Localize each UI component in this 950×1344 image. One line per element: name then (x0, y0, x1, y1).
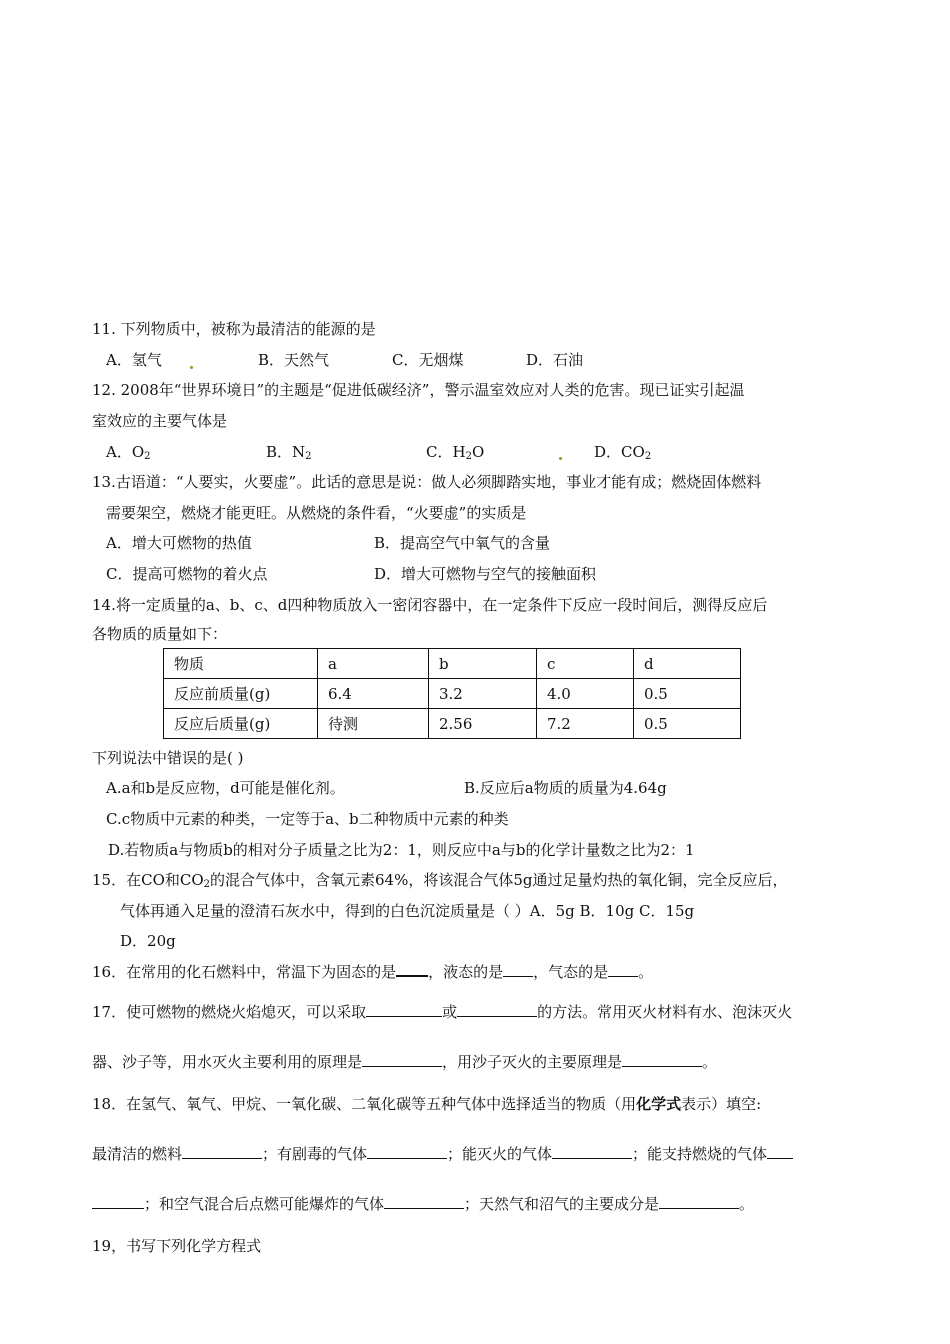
table-cell: c (537, 649, 634, 679)
q12-option-c: C．$H_2O$ (426, 443, 485, 462)
table-cell: 2.56 (429, 709, 537, 739)
table-cell: 反应后质量(g) (164, 709, 318, 739)
q13-stem-line1: 13.古语道：“人要实，火要虚”。此话的意思是说：做人必须脚踏实地，事业才能有成；燃烧固体燃料 (92, 473, 762, 491)
q14-option-c: C.c物质中元素的种类，一定等于a、b二种物质中元素的种类 (106, 810, 509, 828)
table-cell: 6.4 (318, 679, 429, 709)
table-cell: 物质 (164, 649, 318, 679)
answer-blank[interactable] (552, 1144, 632, 1159)
q15-line3: D．20g (120, 932, 176, 950)
table-cell: b (429, 649, 537, 679)
table-cell: a (318, 649, 429, 679)
mark-dot (190, 366, 193, 369)
q18-line3: ；和空气混合后点燃可能爆炸的气体 ；天然气和沼气的主要成分是 。 (92, 1194, 754, 1214)
mass-table (163, 648, 741, 739)
table-row (164, 649, 741, 679)
q14-option-a: A.a和b是反应物，d可能是催化剂。 (106, 779, 345, 797)
q16-line: 16．在常用的化石燃料中，常温下为固态的是 ，液态的是 ，气态的是 。 (92, 963, 654, 981)
mark-dot (559, 457, 562, 460)
table-cell: 4.0 (537, 679, 634, 709)
q11-option-d: D．石油 (526, 351, 584, 369)
answer-blank[interactable] (182, 1144, 262, 1159)
table-row (164, 709, 741, 739)
table-cell: d (634, 649, 741, 679)
answer-blank[interactable] (608, 962, 638, 977)
answer-blank[interactable] (503, 962, 533, 977)
q18-line2: 最清洁的燃料 ；有剧毒的气体 ；能灭火的气体 ；能支持燃烧的气体 (92, 1144, 793, 1164)
answer-blank[interactable] (396, 961, 428, 977)
q17-line1: 17．使可燃物的燃烧火焰熄灭，可以采取 或 的方法。常用灭火材料有水、泡沫灭火 (92, 1003, 793, 1021)
table-row (164, 679, 741, 709)
q19-stem: 19，书写下列化学方程式 (92, 1237, 262, 1255)
answer-blank[interactable] (366, 1002, 442, 1017)
q17-line2: 器、沙子等，用水灭火主要利用的原理是 ，用沙子灭火的主要原理是 。 (92, 1053, 718, 1071)
q18-line1: 18．在氢气、氧气、甲烷、一氧化碳、二氧化碳等五种气体中选择适当的物质（用化学式表示）填空: (92, 1095, 762, 1113)
answer-blank[interactable] (457, 1002, 537, 1017)
q14-stem-line1: 14.将一定质量的a、b、c、d四种物质放入一密闭容器中，在一定条件下反应一段时间后，测得反应后 (92, 596, 768, 614)
answer-blank[interactable] (767, 1144, 793, 1159)
q14-stem-line2: 各物质的质量如下： (92, 625, 228, 643)
q12-stem-line2: 室效应的主要气体是 (92, 412, 228, 430)
q14-option-d: D.若物质a与物质b的相对分子质量之比为2：1，则反应中a与b的化学计量数之比为2：1 (108, 841, 695, 859)
answer-blank[interactable] (362, 1052, 442, 1067)
table-cell: 反应前质量(g) (164, 679, 318, 709)
q14-option-b: B.反应后a物质的质量为4.64g (464, 779, 667, 797)
q11-option-a: A．氢气 (106, 351, 162, 369)
table-cell: 0.5 (634, 679, 741, 709)
q15-line1: 15．在CO和$CO_2$的混合气体中，含氧元素64%，将该混合气体5g通过足量灼热的氧化铜，完全反应后， (92, 871, 788, 890)
q11-stem: 11. 下列物质中，被称为最清洁的能源的是 (92, 320, 376, 338)
q13-option-b: B．提高空气中氧气的含量 (374, 534, 551, 552)
q15-line2: 气体再通入足量的澄清石灰水中，得到的白色沉淀质量是（ ）A．5g B．10g C．15g (120, 902, 695, 920)
q12-stem-line1: 12. 2008年“世界环境日”的主题是“促进低碳经济”，警示温室效应对人类的危害。现已证实引起温 (92, 381, 745, 399)
q12-option-d: D．$CO_2$ (594, 443, 652, 462)
q14-question: 下列说法中错误的是( ) (92, 749, 244, 767)
answer-blank[interactable] (622, 1052, 702, 1067)
q11-option-b: B．天然气 (258, 351, 330, 369)
table-cell: 0.5 (634, 709, 741, 739)
answer-blank[interactable] (92, 1194, 144, 1209)
q11-option-c: C．无烟煤 (392, 351, 464, 369)
answer-blank[interactable] (659, 1194, 739, 1209)
q13-option-c: C．提高可燃物的着火点 (106, 565, 268, 583)
q13-option-d: D．增大可燃物与空气的接触面积 (374, 565, 597, 583)
table-cell: 3.2 (429, 679, 537, 709)
table-cell: 7.2 (537, 709, 634, 739)
q13-option-a: A．增大可燃物的热值 (106, 534, 252, 552)
q12-option-a: A．$O_2$ (106, 443, 151, 462)
answer-blank[interactable] (367, 1144, 447, 1159)
table-cell: 待测 (318, 709, 429, 739)
answer-blank[interactable] (384, 1194, 464, 1209)
q13-stem-line2: 需要架空，燃烧才能更旺。从燃烧的条件看，“火要虚”的实质是 (106, 504, 527, 522)
q12-option-b: B．$N_2$ (266, 443, 312, 462)
